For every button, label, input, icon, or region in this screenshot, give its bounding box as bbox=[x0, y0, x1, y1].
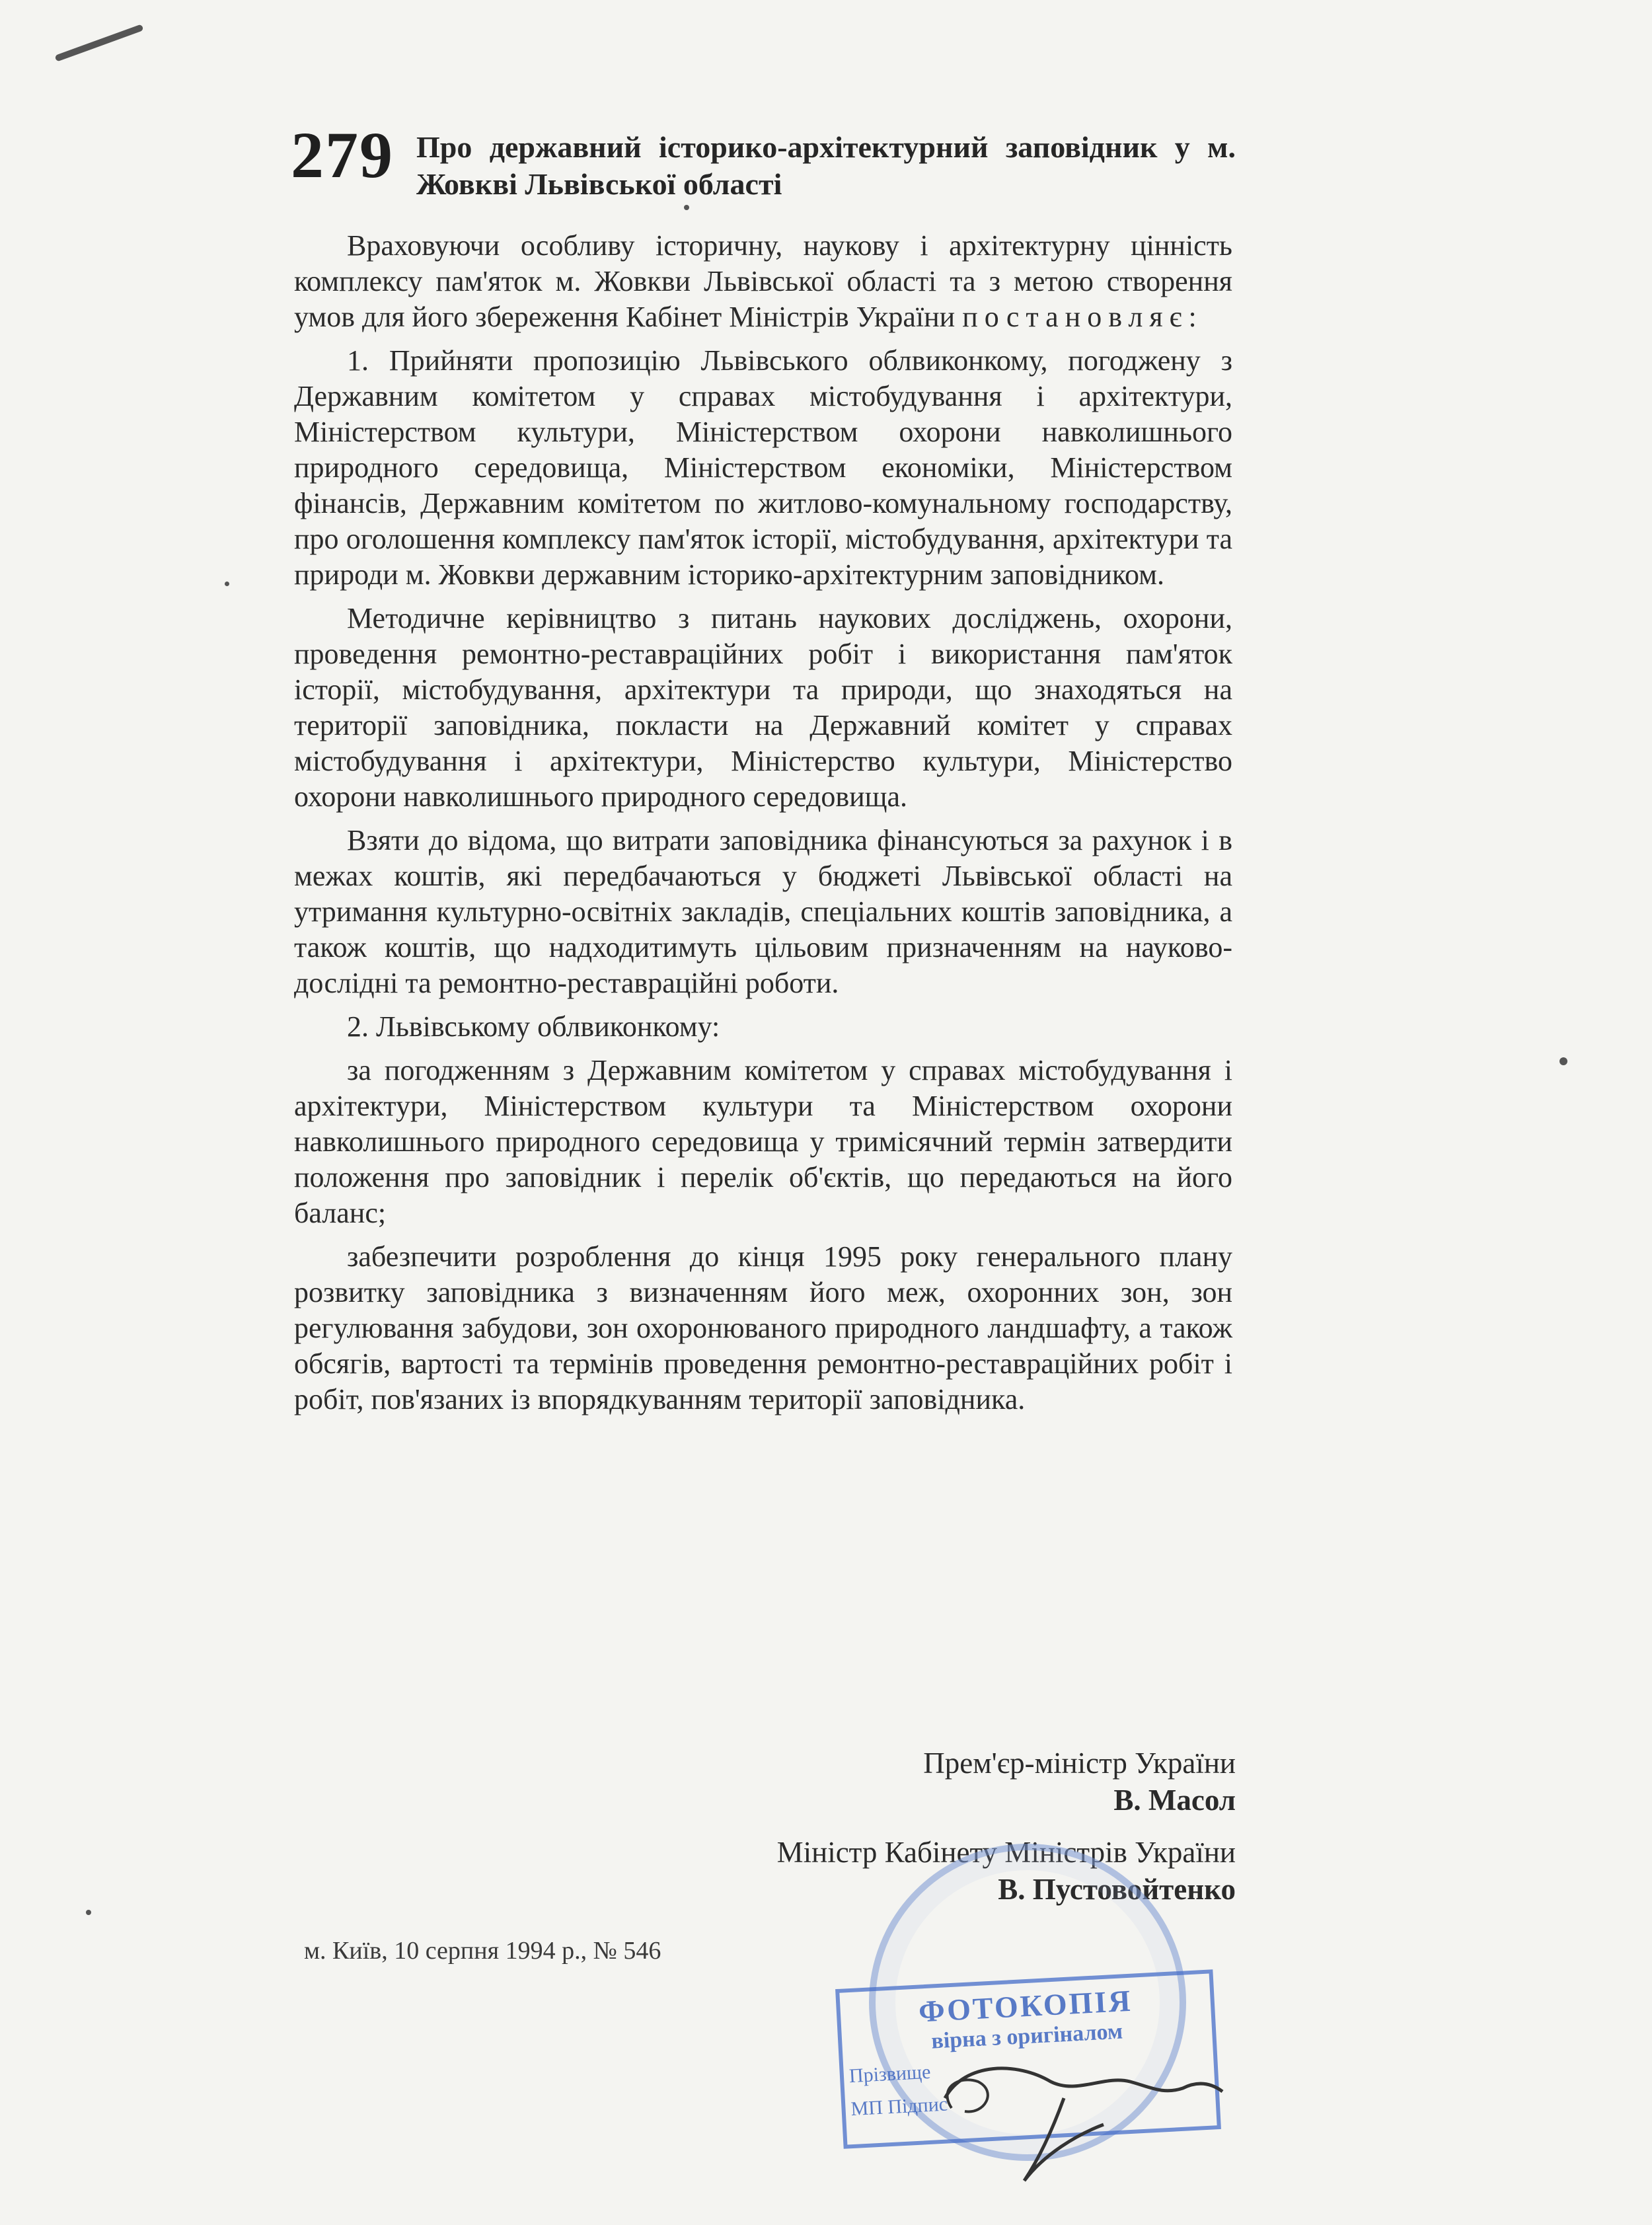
document-header bbox=[291, 118, 1236, 208]
paragraph-1: 1. Прийняти пропозицію Львівського облвиконкому, погоджену з Державним комітетом у справах містобудування і архітектури, Міністерством культури, Міністерством охорони навколишнього природного середовища, Міністерством економіки, Міністерством фінансів, Державним комітетом по житлово-комунальному господарству, про оголошення комплексу пам'яток історії, містобудування, архітектури та природи м. Жовкви державним історико-архітектурним заповідником. bbox=[294, 344, 1232, 591]
speck bbox=[86, 1910, 91, 1915]
signatory-name: В. Масол bbox=[1113, 1784, 1236, 1817]
place-date: м. Київ, 10 серпня 1994 р., № 546 bbox=[304, 1937, 661, 1965]
signatory-title: Міністр Кабінету Міністрів України bbox=[776, 1836, 1236, 1869]
stamp-title: ФОТОКОПІЯ bbox=[917, 1983, 1133, 2029]
paragraph-4: 2. Львівському облвиконкому: bbox=[347, 1010, 720, 1043]
preamble bbox=[294, 228, 1232, 335]
signatory-title: Прем'єр-міністр України bbox=[923, 1747, 1236, 1780]
paragraph-5: за погодженням з Державним комітетом у справах містобудування і архітектури, Міністерством культури та Міністерством охорони навколишнього природного середовища у тримісячний термін затвердити положення про заповідник і перелік об'єктів, що передаються на його баланс; bbox=[294, 1054, 1232, 1229]
stamp-field-signature: МП Підпис bbox=[850, 2093, 948, 2121]
speck bbox=[1559, 1057, 1567, 1065]
paragraph-3: Взяти до відома, що витрати заповідника фінансуються за рахунок і в межах коштів, які передбачаються у бюджеті Львівської області на утримання культурно-освітніх закладів, спеціальних коштів заповідника, а також коштів, що надходитимуть цільовим призначенням на науково-дослідні та ремонтно-реставраційні роботи. bbox=[294, 824, 1232, 999]
stamp-subtitle: вірна з оригіналом bbox=[930, 2019, 1123, 2054]
scan-mark bbox=[55, 24, 144, 61]
signatory-name: В. Пустовойтенко bbox=[998, 1873, 1236, 1906]
signature-block-prime-minister bbox=[923, 1745, 1236, 1819]
preamble-emphasis: постановляє: bbox=[962, 301, 1203, 333]
paragraph-6: забезпечити розроблення до кінця 1995 року генерального плану розвитку заповідника з визначенням його меж, охоронних зон, зон регулювання забудови, зон охоронюваного природного ландшафту, а також обсягів, вартості та термінів проведення ремонтно-реставраційних робіт і робіт, пов'язаних із впорядкуванням території заповідника. bbox=[294, 1240, 1232, 1415]
preamble-text: Враховуючи особливу історичну, наукову і архітектурну цінність комплексу пам'яток м. Жовкви Львівської області та з метою створення умов для його збереження Кабінет Міністрів України bbox=[294, 229, 1232, 333]
decree-number: 279 bbox=[291, 118, 394, 192]
stamp-field-surname: Прізвище bbox=[848, 2060, 932, 2088]
document-body bbox=[294, 228, 1232, 1425]
decree-title: Про державний історико-архітектурний заповідник у м. Жовкві Львівської області bbox=[416, 130, 1236, 201]
paragraph-2: Методичне керівництво з питань наукових досліджень, охорони, проведення ремонтно-реставраційних робіт і використання пам'яток історії, містобудування, архітектури та природи, що знаходяться на території заповідника, покласти на Державний комітет у справах містобудування і архітектури, Міністерство культури, Міністерство охорони навколишнього природного середовища. bbox=[294, 602, 1232, 813]
speck bbox=[225, 582, 229, 586]
handwritten-signature bbox=[866, 1982, 1236, 2201]
